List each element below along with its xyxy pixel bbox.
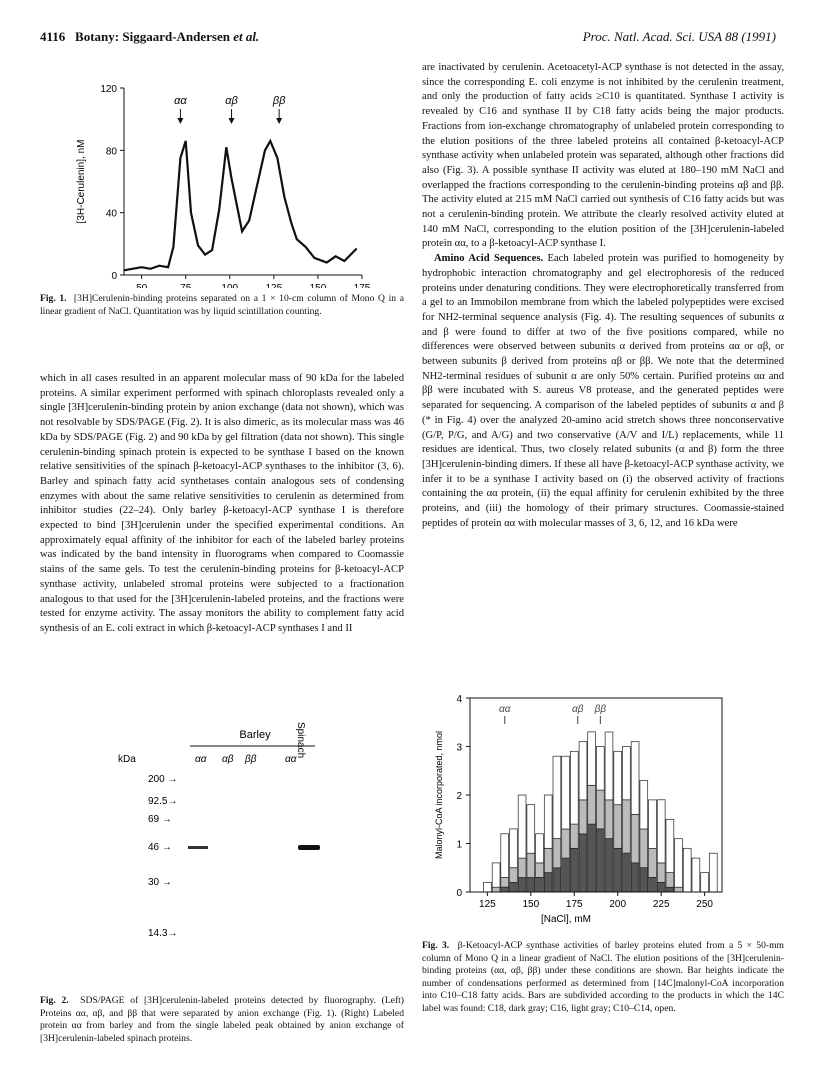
figure-3-bar-C18 [631,863,639,892]
figure-3-bar-C10–C14 [544,795,552,848]
figure-2-caption [40,995,404,1045]
figure-3-bar-C16 [492,887,500,892]
figure-1-peak-label: ββ [272,95,286,107]
figure-3-annotations [499,704,606,724]
figure-3-bar-C10–C14 [605,732,613,800]
figure-3-bar-C18 [623,853,631,892]
figure-3-bar-C10–C14 [692,858,700,892]
figure-3 [430,692,730,934]
header-etal: et al. [233,29,260,44]
right-column-text [422,61,784,532]
figure-2 [110,720,350,985]
marker-46: 46 → [148,842,172,853]
figure-3-bar-C16 [657,863,665,882]
figure-2-gel [110,720,350,985]
figure-3-bar-C10–C14 [649,800,657,849]
figure-3-bar-C18 [605,839,613,892]
figure-2-caption-label: Fig. 2. [40,995,69,1006]
figure-1-annotations [174,95,286,124]
band-spinach-aa [298,845,320,850]
amino-acid-heading: Amino Acid Sequences. [434,253,544,265]
figure-1-x-tick-label [354,283,371,288]
figure-3-bar-C10–C14 [536,834,544,863]
left-column-text [40,372,404,637]
figure-3-bar-C10–C14 [527,805,535,854]
band-barley-aa [188,846,208,849]
figure-3-bar-C18 [614,848,622,892]
figure-3-x-label: [NaCl], mM [541,914,591,925]
figure-3-x-tick-label: 250 [696,899,713,910]
figure-3-bar-C10–C14 [510,829,518,868]
right-paragraph-2-text: Each labeled protein was purified to homogeneity by hydrophobic interaction chromatography and gel electrophoresis of the reduced proteins under denaturing conditions. They were electrophoretically transferred from a gel to an Immobilon membrane from which the labeled polypeptides were excised for NH2-terminal sequence analysis (Fig. 4). The resulting sequences of subunits α and β were found to differ at two of the five positions compared, while no differences were observed between subunits α derived from proteins αα or αβ, or between subunits β derived from proteins αβ or ββ. We note that the determined NH2-terminal residues of subunit α are only 50% certain. Purified proteins αα and ββ were incubated with S. aureus V8 protease, and the generated peptides were separated for sequencing. A comparison of the labeled peptides of subunits α and β (* in Fig. 4) over the analyzed 20-amino acid stretch shows three nonconservative (G/P, P/G, and A/G) and two conservative (A/V and I/L) replacements, while 11 residues are identical. Thus, two closely related subunits (α and β) form the three [3H]cerulenin-binding dimers. If these all have β-ketoacyl-ACP synthase activity, we infer it to be a synthase I activity based on (i) the observed activity of fractions containing the αα protein, (ii) the equal affinity for cerulenin exhibited by the three proteins, and (iii) the homology of their primary structures. Coomassie-stained peptides of protein αα with molecular masses of 3, 6, 12, and 16 kDa were [422,253,785,529]
figure-1-x-tick-label [266,283,283,288]
figure-3-bar-C18 [527,877,535,892]
figure-3-x-tick-label: 125 [479,899,496,910]
figure-3-y-tick-label: 2 [456,791,462,802]
figure-1-caption-label: Fig. 1. [40,293,67,304]
figure-3-y-tick-label: 1 [456,839,462,851]
figure-3-bar-C10–C14 [484,882,492,892]
figure-3-position-label: ββ [594,704,607,715]
figure-1-peak-label: αβ [225,95,238,107]
figure-3-bar-C18 [562,858,570,892]
figure-3-bar-C16 [631,814,639,863]
figure-3-bar-C18 [501,887,509,892]
figure-3-bar-C10–C14 [709,853,717,892]
journal-citation: Proc. Natl. Acad. Sci. USA 88 (1991) [582,29,776,44]
right-paragraph-2 [422,252,784,531]
figure-3-bar-C16 [623,800,631,853]
figure-1-ticks [100,84,370,288]
figure-3-bar-C18 [657,882,665,892]
figure-2-kda-label: kDa [118,754,136,765]
figure-3-bar-C16 [605,800,613,839]
figure-2-lane-3-label: ββ [245,754,257,765]
figure-3-bar-C18 [666,887,674,892]
figure-2-barley-label: Barley [239,729,271,741]
figure-3-bar-C10–C14 [631,742,639,815]
figure-3-bar-C18 [518,877,526,892]
figure-3-bar-C16 [649,848,657,877]
figure-3-bar-C16 [614,805,622,849]
figure-3-bar-C18 [640,868,648,892]
figure-3-bar-C10–C14 [553,756,561,838]
figure-1-y-tick-label: 40 [105,208,117,220]
figure-3-y-tick-label: 3 [456,742,462,754]
figure-3-bar-C18 [510,882,518,892]
figure-1-y-tick-label: 80 [105,146,117,158]
figure-3-bar-C16 [536,863,544,878]
right-paragraph-1: are inactivated by cerulenin. Acetoacetyl-ACP synthase is not detected in the assay, since the corresponding E. coli enzyme is not inhibited by the cerulenin treatment, and only the production of fatty acids ≥C10 is quantitated. Synthase I activity is revealed by C16 and synthase II by C18 fatty acids being the major products. Fractions from ion-exchange chromatography of unlabeled protein corresponding to the elution positions of the three labeled proteins all contained β-ketoacyl-ACP synthase activity when unlabeled protein was separated, although other fractions did also (Fig. 3). A possible synthase II activity was eluted at 180–190 mM NaCl and overlapped the fractions corresponding to the cerulenin-binding proteins αβ and ββ. The activity eluted at 215 mM NaCl carried out synthesis of C16 fatty acids but was not a cerulenin-binding protein. We attribute the clearly resolved activity eluted at 140 mM NaCl, corresponding to the elution position of the [3H]cerulenin-labeled protein αα, to a β-ketoacyl-ACP synthase I. [422,62,784,250]
figure-3-y-tick-label: 0 [456,888,462,899]
marker-200: 200 → [148,774,178,785]
figure-3-bar-C16 [501,877,509,887]
figure-1-peak-arrow-head [276,118,282,124]
marker-69: 69 → [148,814,172,825]
marker-92: 92.5→ [148,796,178,807]
figure-3-x-tick-label: 225 [652,899,670,910]
figure-3-bars [484,732,718,892]
figure-3-y-tick-label: 4 [456,694,462,705]
header-section: Botany: Siggaard-Andersen [75,29,234,44]
figure-3-bar-C10–C14 [683,848,691,892]
figure-1-x-tick-label [136,283,148,288]
figure-1-y-tick-label: 120 [100,84,117,95]
figure-2-spinach-label: Spinach [295,722,306,759]
figure-3-bar-C16 [675,887,683,892]
figure-1-caption [40,293,404,318]
figure-1-x-tick-label [180,283,192,288]
figure-1-y-tick-label: 0 [111,271,117,282]
figure-3-bar-C10–C14 [579,742,587,800]
figure-3-bar-C16 [570,824,578,848]
figure-3-bar-C16 [527,853,535,877]
figure-2-lane-1-label: αα [195,754,207,765]
figure-1-peak-arrow-head [177,118,183,124]
figure-1-caption-text: [3H]Cerulenin-binding proteins separated on a 1 × 10-cm column of Mono Q in a linear gradient of NaCl. Quantitation was by liquid scintillation counting. [40,293,404,317]
figure-3-bar-C10–C14 [501,834,509,878]
figure-2-lane-2-label: αβ [222,754,234,765]
left-paragraph-1: which in all cases resulted in an apparent molecular mass of 90 kDa for the labeled proteins. A similar experiment performed with spinach chloroplasts revealed only a single [3H]cerulenin-binding protein by anion exchange (data not shown), which was not resolvable by SDS/PAGE (Fig. 2). It is also dimeric, as its molecular mass was 46 kDa by SDS/PAGE (Fig. 2) and 90 kDa by gel filtration (data not shown). This single cerulenin-binding spinach protein is expected to be synthase I based on the known relative sensitivities of the spinach β-ketoacyl-ACP synthases to the inhibitor (3, 6). Barley and spinach fatty acid synthetases contain analogous sets of condensing enzymes with about the same relative sensitivities to cerulenin as determined from inhibitor studies (22–24). Only barley β-ketoacyl-ACP synthase I is therefore expected to bind [3H]cerulenin under the specified experimental conditions. An approximately equal affinity of the inhibitor for each of the labeled barley proteins was indicated by the band intensity in fluorograms when compared to Coomassie stains of the same gels. To test the cerulenin-binding proteins for β-ketoacyl-ACP synthase activity, unlabeled stromal proteins were subjected to a fractionation analogous to that used for the [3H]cerulenin-labeled proteins, and the fractions were tested for enzyme activity. The assay monitors the ability to complement fatty acid synthesis of an E. coli extract in which β-ketoacyl-ACP synthases I and II [40,373,404,634]
page-number: 4116 [40,29,66,44]
figure-3-bar-C18 [588,824,596,892]
figure-3-bar-C16 [596,790,604,829]
figure-1-x-tick-label [310,283,327,288]
figure-3-bar-C10–C14 [675,839,683,888]
marker-30: 30 → [148,877,172,888]
figure-3-bar-C16 [553,839,561,868]
figure-3-bar-C16 [640,829,648,868]
figure-3-x-tick-label: 200 [609,899,627,910]
figure-3-chart [430,692,730,934]
figure-3-bar-C10–C14 [596,747,604,791]
figure-3-caption-text: β-Ketoacyl-ACP synthase activities of barley proteins eluted from a 5 × 50-mm column of Mono Q in a linear gradient of NaCl. The elution positions of the [3H]cerulenin-binding proteins (αα, αβ, ββ) under these conditions are shown. Bar heights indicate the number of condensations performed as determined from [14C]malonyl-CoA incorporation into C10–C18 fatty acids. Bars are subdivided according to the products in which the 14C label was found: C18, dark gray; C16, light gray; C10–C14, open. [422,940,784,1014]
figure-3-x-tick-label: 175 [565,899,583,910]
header-left [40,29,259,45]
figure-3-bar-C10–C14 [701,873,709,892]
figure-3-bar-C16 [562,829,570,858]
figure-3-bar-C18 [596,829,604,892]
figure-1-peak-arrow-head [229,118,235,124]
figure-3-bar-C18 [553,868,561,892]
figure-3-y-label: Malonyl-CoA incorporated, nmol [434,730,444,860]
figure-1-x-tick-label [221,283,238,288]
figure-1-chart [40,78,404,288]
figure-3-bar-C16 [588,785,596,824]
figure-3-x-tick-label: 150 [522,899,540,910]
figure-3-bar-C10–C14 [588,732,596,785]
figure-2-caption-text: SDS/PAGE of [3H]cerulenin-labeled proteins detected by fluorography. (Left) Proteins αα, αβ, and ββ that were separated by anion exchange (Fig. 1). (Right) Labeled protein αα from barley and from the single labeled peak obtained by anion exchange of [3H]cerulenin-labeled spinach proteins. [40,995,405,1044]
figure-3-bar-C16 [510,868,518,883]
marker-14: 14.3→ [148,928,178,939]
figure-3-bar-C16 [579,800,587,834]
figure-3-bar-C18 [536,877,544,892]
figure-3-bar-C10–C14 [623,747,631,800]
figure-1-elution-line [124,141,357,270]
figure-3-position-label: αα [499,704,511,715]
figure-3-bar-C16 [518,858,526,877]
figure-3-bar-C10–C14 [518,795,526,858]
figure-3-caption [422,940,784,1016]
figure-1 [40,78,404,288]
figure-3-bar-C18 [544,873,552,892]
figure-1-peak-label: αα [174,95,187,107]
figure-3-bar-C18 [579,834,587,892]
figure-3-bar-C10–C14 [666,819,674,872]
figure-3-bar-C10–C14 [614,751,622,804]
figure-3-bar-C18 [570,848,578,892]
figure-3-position-label: αβ [572,704,584,715]
figure-3-bar-C10–C14 [492,863,500,887]
figure-3-bar-C10–C14 [640,781,648,830]
figure-3-bar-C16 [666,873,674,888]
page-header [40,29,776,49]
figure-3-bar-C10–C14 [657,800,665,863]
figure-2-lane-4-label: αα [285,754,297,765]
figure-3-bar-C18 [649,877,657,892]
figure-3-caption-label: Fig. 3. [422,940,450,951]
figure-1-y-label: [3H-Cerulenin], nM [76,139,87,224]
figure-3-bar-C16 [544,848,552,872]
figure-1-axes [124,88,362,275]
figure-3-bar-C10–C14 [562,756,570,829]
figure-3-bar-C10–C14 [570,751,578,824]
